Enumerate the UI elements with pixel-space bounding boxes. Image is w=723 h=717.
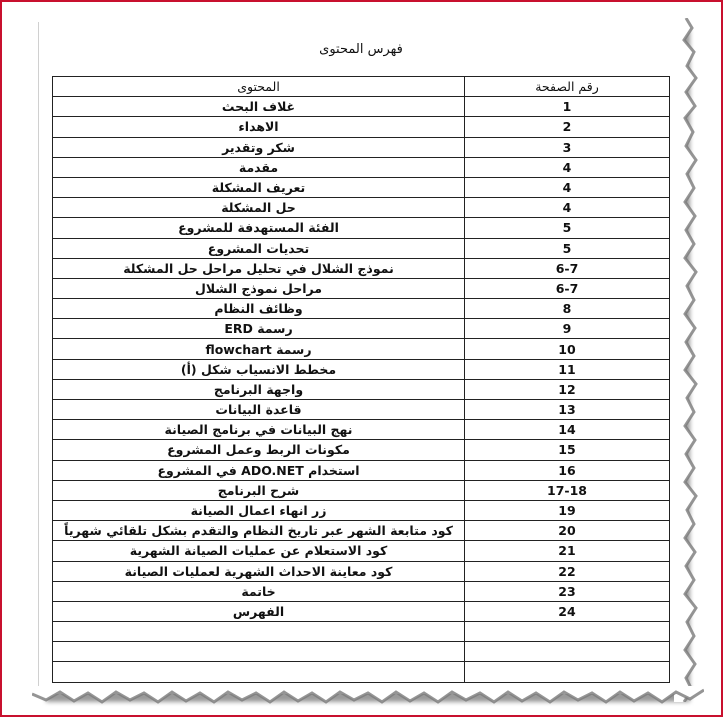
toc-row	[53, 218, 670, 238]
toc-row	[53, 198, 670, 218]
toc-entry-page: 9	[465, 319, 670, 339]
toc-row	[53, 662, 670, 682]
toc-entry-page	[465, 662, 670, 682]
toc-row	[53, 541, 670, 561]
toc-entry-page: 6-7	[465, 278, 670, 298]
toc-entry-page: 5	[465, 218, 670, 238]
toc-row	[53, 642, 670, 662]
toc-header-row	[53, 77, 670, 97]
toc-entry-title: شرح البرنامج	[53, 480, 465, 500]
toc-entry-title: زر انهاء اعمال الصيانة	[53, 500, 465, 520]
page-title: فهرس المحتوى	[319, 42, 403, 57]
toc-entry-page: 12	[465, 379, 670, 399]
toc-entry-title: مخطط الانسياب شكل (أ)	[53, 359, 465, 379]
toc-row	[53, 561, 670, 581]
toc-entry-page	[465, 642, 670, 662]
toc-entry-title: وظائف النظام	[53, 299, 465, 319]
toc-row	[53, 177, 670, 197]
toc-entry-page: 4	[465, 198, 670, 218]
toc-row	[53, 460, 670, 480]
toc-row	[53, 400, 670, 420]
toc-entry-title: مراحل نموذج الشلال	[53, 278, 465, 298]
toc-entry-page: 3	[465, 137, 670, 157]
toc-row	[53, 238, 670, 258]
toc-entry-title: نموذج الشلال في تحليل مراحل حل المشكلة	[53, 258, 465, 278]
toc-entry-title: حل المشكلة	[53, 198, 465, 218]
toc-entry-title: رسمة flowchart	[53, 339, 465, 359]
toc-entry-page: 1	[465, 97, 670, 117]
toc-row	[53, 622, 670, 642]
toc-entry-title: قاعدة البيانات	[53, 400, 465, 420]
toc-entry-page: 23	[465, 581, 670, 601]
toc-entry-title: خاتمة	[53, 581, 465, 601]
toc-row	[53, 601, 670, 621]
toc-row	[53, 258, 670, 278]
toc-row	[53, 581, 670, 601]
content-column-header: المحتوى	[53, 77, 465, 97]
toc-entry-page: 19	[465, 500, 670, 520]
toc-entry-title	[53, 622, 465, 642]
toc-row	[53, 157, 670, 177]
toc-entry-title: واجهة البرنامج	[53, 379, 465, 399]
toc-entry-title: كود الاستعلام عن عمليات الصيانة الشهرية	[53, 541, 465, 561]
toc-entry-page: 4	[465, 157, 670, 177]
torn-edge-right	[674, 18, 704, 702]
toc-entry-title: تعريف المشكلة	[53, 177, 465, 197]
toc-entry-page: 21	[465, 541, 670, 561]
toc-row	[53, 379, 670, 399]
toc-entry-title: غلاف البحث	[53, 97, 465, 117]
toc-entry-title: الفئة المستهدفة للمشروع	[53, 218, 465, 238]
toc-row	[53, 500, 670, 520]
toc-entry-title: رسمة ERD	[53, 319, 465, 339]
toc-entry-title	[53, 642, 465, 662]
toc-entry-title	[53, 662, 465, 682]
toc-entry-title: استخدام ADO.NET في المشروع	[53, 460, 465, 480]
toc-entry-title: مكونات الربط وعمل المشروع	[53, 440, 465, 460]
toc-row	[53, 137, 670, 157]
toc-entry-page: 10	[465, 339, 670, 359]
toc-row	[53, 440, 670, 460]
toc-entry-page: 20	[465, 521, 670, 541]
toc-entry-title: مقدمة	[53, 157, 465, 177]
toc-row	[53, 339, 670, 359]
toc-entry-title: الفهرس	[53, 601, 465, 621]
toc-entry-page: 8	[465, 299, 670, 319]
toc-entry-page: 2	[465, 117, 670, 137]
toc-entry-title: كود معاينة الاحداث الشهرية لعمليات الصيانة	[53, 561, 465, 581]
toc-row	[53, 117, 670, 137]
toc-entry-title: تحديات المشروع	[53, 238, 465, 258]
toc-row	[53, 420, 670, 440]
toc-entry-page: 13	[465, 400, 670, 420]
toc-row	[53, 319, 670, 339]
document-page	[38, 22, 683, 694]
toc-entry-page	[465, 622, 670, 642]
toc-entry-page: 24	[465, 601, 670, 621]
toc-entry-title: شكر وتقدير	[53, 137, 465, 157]
toc-entry-page: 4	[465, 177, 670, 197]
page-column-header: رقم الصفحة	[465, 77, 670, 97]
toc-entry-title: نهج البيانات في برنامج الصيانة	[53, 420, 465, 440]
toc-entry-page: 5	[465, 238, 670, 258]
torn-edge-bottom	[32, 686, 704, 710]
toc-body	[53, 97, 670, 682]
toc-row	[53, 480, 670, 500]
toc-entry-page: 22	[465, 561, 670, 581]
toc-row	[53, 359, 670, 379]
toc-row	[53, 521, 670, 541]
toc-entry-title: كود متابعة الشهر عبر تاريخ النظام والتقدم بشكل تلقائي شهرياً	[53, 521, 465, 541]
toc-table	[52, 76, 670, 683]
toc-entry-title: الاهداء	[53, 117, 465, 137]
toc-entry-page: 6-7	[465, 258, 670, 278]
toc-row	[53, 97, 670, 117]
toc-entry-page: 15	[465, 440, 670, 460]
toc-entry-page: 14	[465, 420, 670, 440]
toc-entry-page: 17-18	[465, 480, 670, 500]
toc-row	[53, 299, 670, 319]
toc-entry-page: 16	[465, 460, 670, 480]
toc-row	[53, 278, 670, 298]
toc-entry-page: 11	[465, 359, 670, 379]
